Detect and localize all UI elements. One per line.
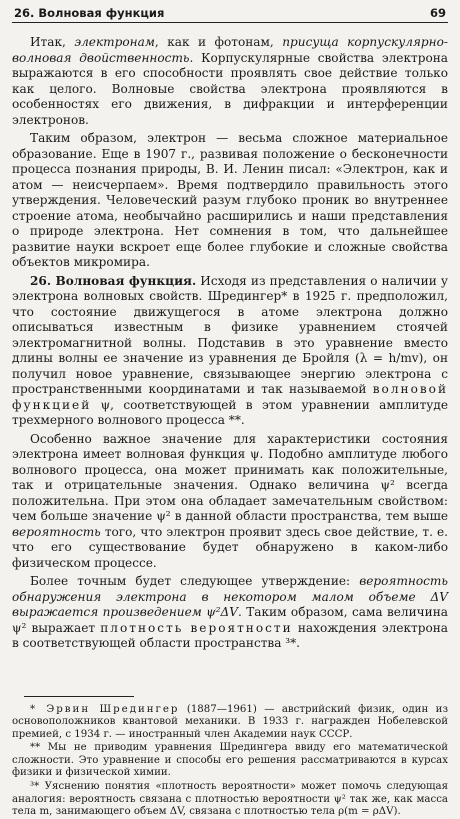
- footnotes: [12, 704, 448, 819]
- paragraph-probability-density: Более точным будет следующее утверждение: вероятность обнаружения электрона в некотором малом объеме ΔV выражается произведением ψ²ΔV. Таким образом, сама величина ψ² выражает плотность вероятности нахождения электрона в соответствующей области пространства ³*.: [12, 574, 449, 650]
- running-header: [12, 6, 448, 23]
- emphasis: вероятность обнаружения электрона в некотором малом объеме ΔV выражается произведением ψ²ΔV: [12, 574, 448, 619]
- paragraph-wave-function: 26. Волновая функция. Исходя из представления о наличии у электрона волновых свойств. Шредингер* в 1925 г. предположил, что состояние движущегося в атоме электрона должно описываться известным в физике уравнением стоячей электромагнитной волны. Подставив в это уравнение вместо длины волны ее значение из уравнения де Бройля (λ = h/mv), он получил новое уравнение, связывающее энергию электрона с пространственными координатами и так называемой волновой функцией ψ, соответствующей в этом уравнении амплитуде трехмерного волнового процесса **.: [12, 273, 448, 427]
- spaced-term: волновой функцией: [12, 382, 448, 412]
- emphasis: электронам: [74, 35, 155, 49]
- emphasis: присуща корпускулярно-волновая двойственность: [12, 35, 448, 65]
- paragraph-electron-complexity: Таким образом, электрон — весьма сложное материальное образование. Еще в 1907 г., развивая положение о бесконечности процесса познания природы, В. И. Ленин писал: «Электрон, как и атом — неисчерпаем». Время подтвердило правильность этого утверждения. Человеческий разум глубоко проник во внутреннее строение атома, необычайно расширились и наши представления о природе электрона. Нет сомнения в том, что дальнейшее развитие науки вскроет еще более глубокие и сложные свойства объектов микромира.: [12, 131, 448, 269]
- page-number: 69: [429, 6, 446, 20]
- section-heading: 26. Волновая функция.: [30, 273, 197, 288]
- footnote-divider: [24, 696, 134, 697]
- emphasis: вероятность: [12, 524, 101, 539]
- spaced-term: плотность вероятности: [100, 620, 293, 635]
- footnote-1: * Эрвин Шредингер (1887—1961) — австрийский физик, один из основоположников квантовой механики. В 1933 г. награжден Нобелевской премией, с 1934 г. — иностранный член Академии наук СССР.: [12, 703, 448, 740]
- footnote-3: ³* Уяснению понятия «плотность вероятности» может помочь следующая аналогия: вероятность связана с плотностью вероятности ψ² так же, как масса тела m, занимающего объем ΔV, связана с плотностью тела ρ(m = ρΔV).: [12, 781, 448, 818]
- footnote-2: ** Мы не приводим уравнения Шредингера ввиду его математической сложности. Это уравнение и способы его решения рассматриваются в курсах физики и физической химии.: [12, 742, 448, 779]
- main-text: [12, 35, 448, 652]
- paragraph-psi-squared: Особенно важное значение для характеристики состояния электрона имеет волновая функция ψ. Подобно амплитуде любого волнового процесса, она может принимать как положительные, так и отрицательные значения. Однако величина ψ² всегда положительна. При этом она обладает замечательным свойством: чем больше значение ψ² в данной области пространства, тем выше вероятность того, что электрон проявит здесь свое действие, т. е. что его существование будет обнаружено в каком-либо физическом процессе.: [12, 431, 448, 570]
- section-title: 26. Волновая функция: [14, 6, 165, 20]
- paragraph-wave-particle: Итак, электронам, как и фотонам, присуща корпускулярно-волновая двойственность. Корпускулярные свойства электрона выражаются в его способности проявлять свое действие только как целого. Волновые свойства электрона проявляются в особенностях его движения, в дифракции и интерференции электронов.: [12, 35, 449, 127]
